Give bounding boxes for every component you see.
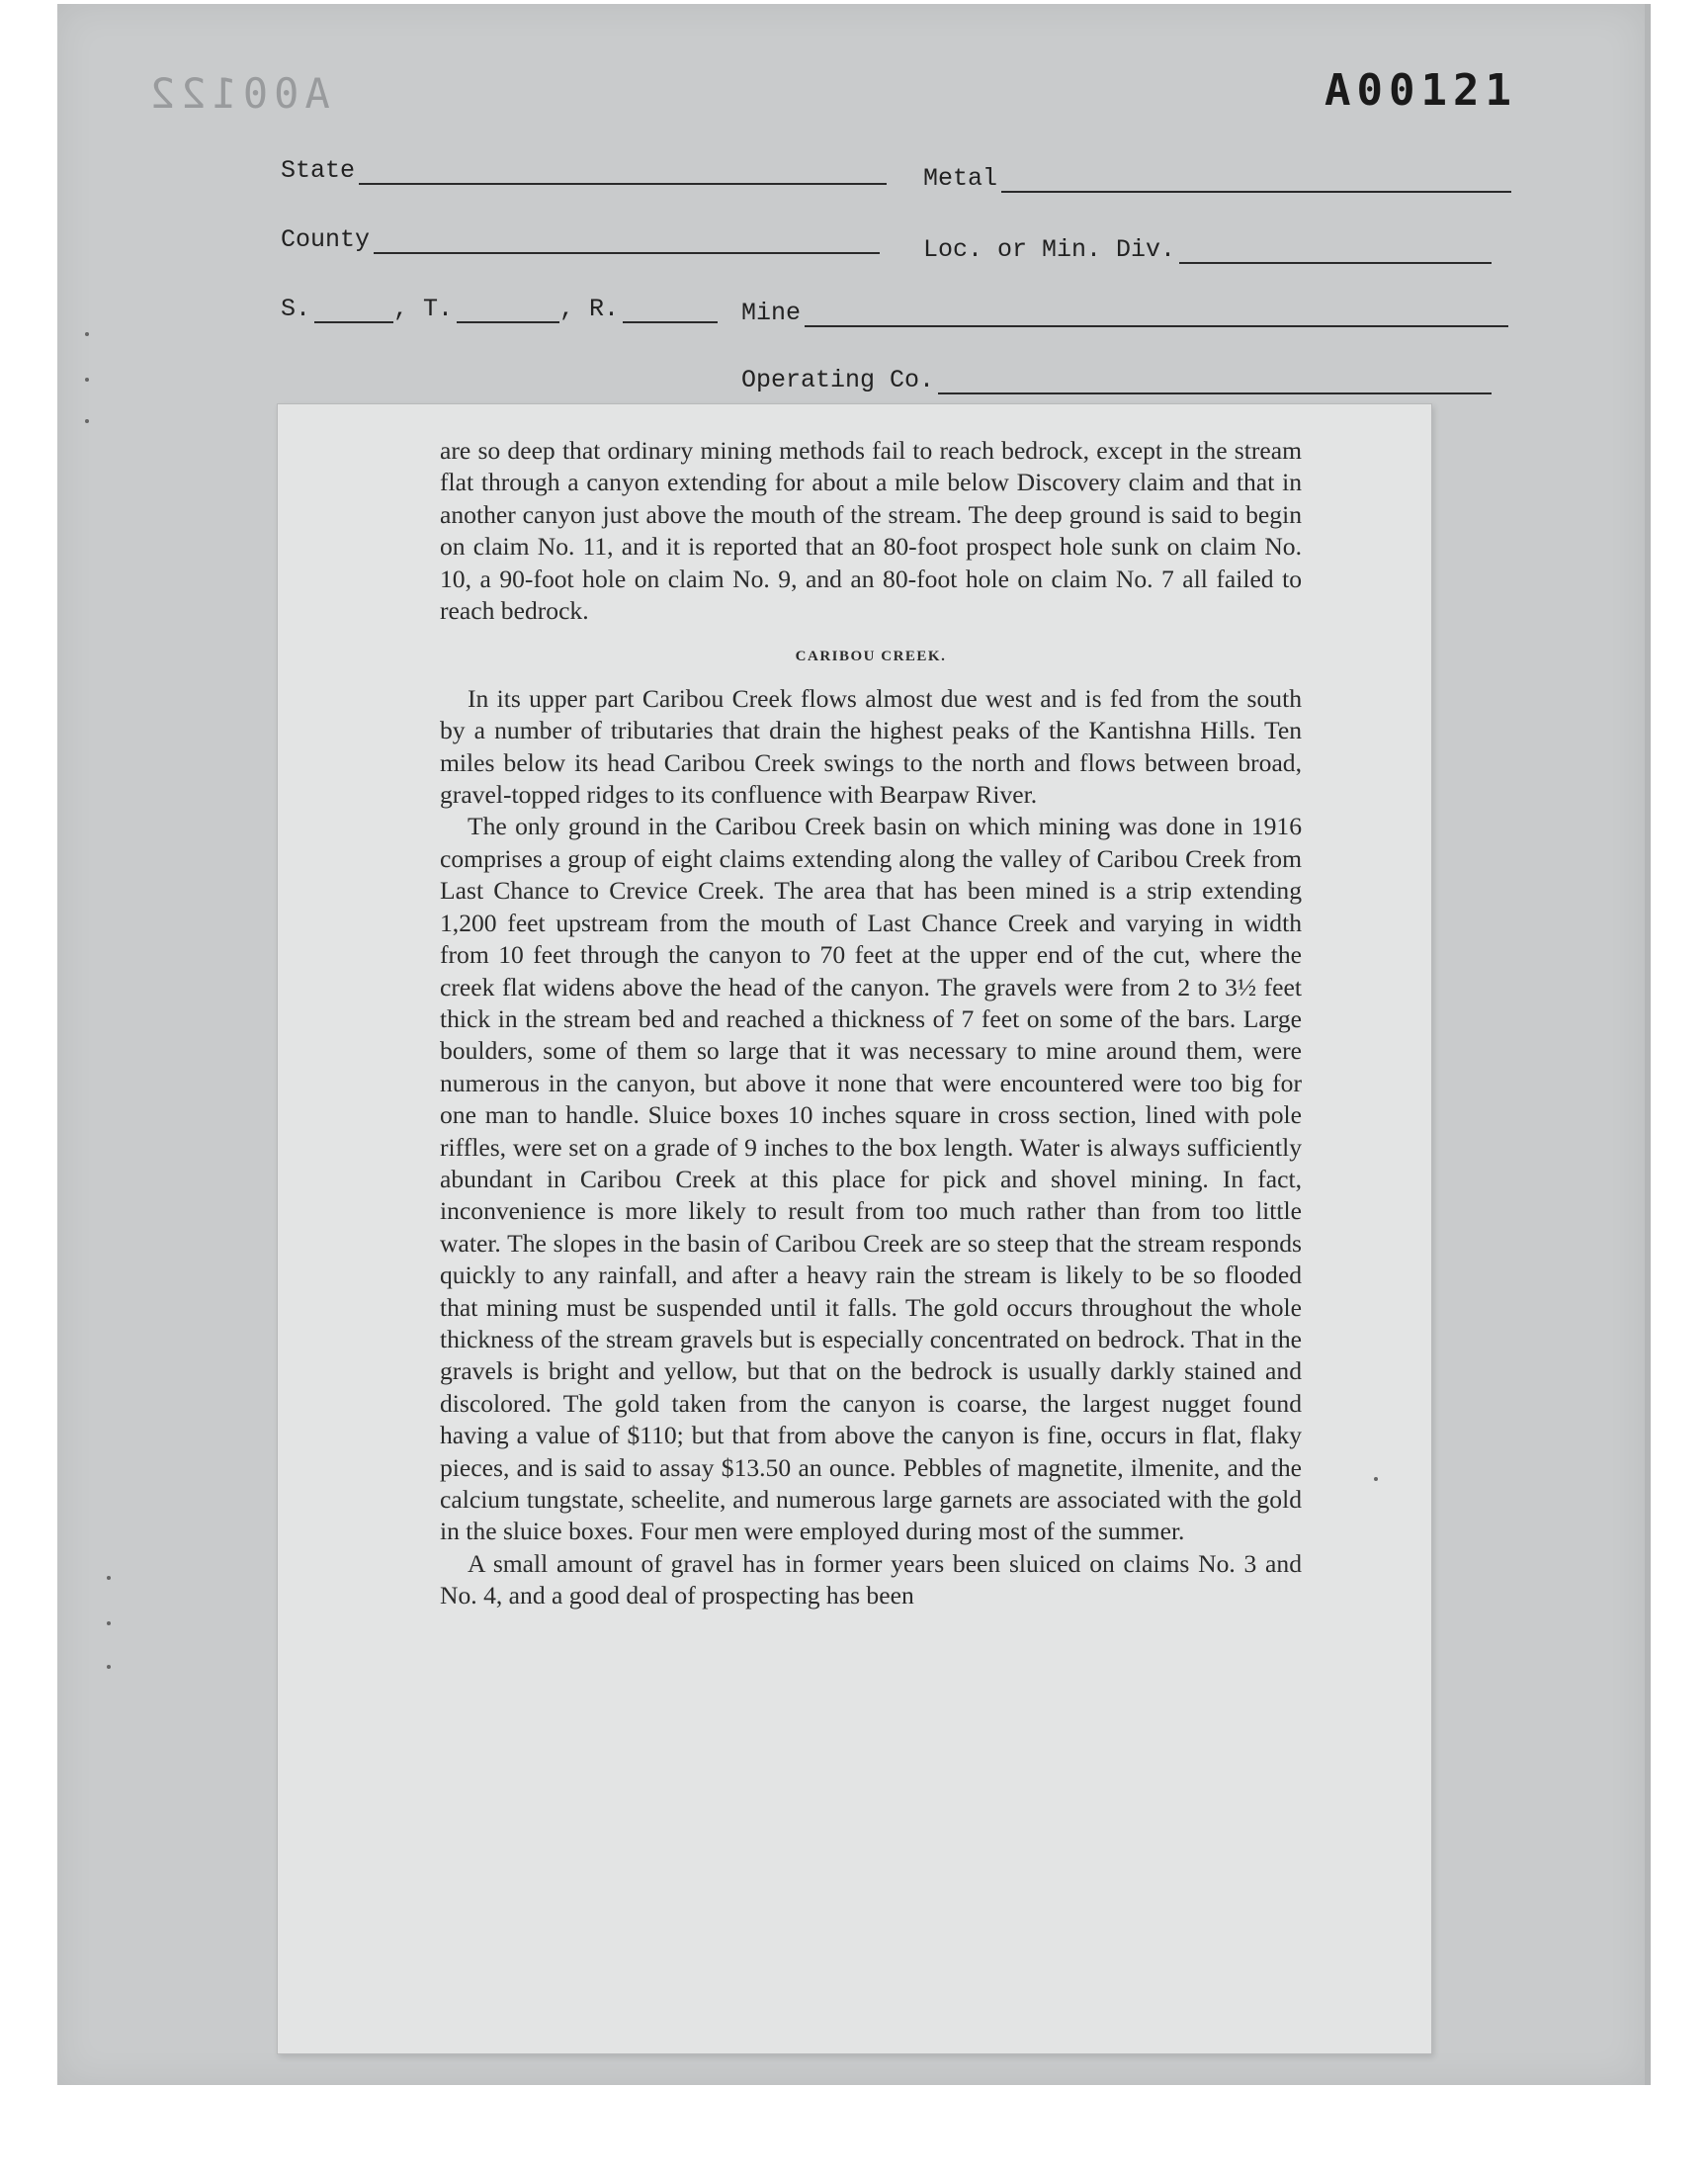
t-line bbox=[457, 298, 559, 323]
scan-speck bbox=[85, 332, 89, 336]
t-label: , T. bbox=[393, 295, 454, 323]
state-field bbox=[281, 156, 887, 185]
state-line bbox=[359, 159, 887, 185]
file-number: A00121 bbox=[1324, 65, 1517, 116]
scan-speck bbox=[107, 1576, 111, 1580]
scan-speck bbox=[107, 1665, 111, 1669]
paragraph-1: are so deep that ordinary mining methods fail to reach bedrock, except in the stream flat through a canyon extending for about a mile below Discovery claim and that in another canyon just above the mouth of the stream. The deep ground is said to begin on claim No. 11, and it is reported that an 80-foot prospect hole sunk on claim No. 10, a 90-foot hole on claim No. 9, and an 80-foot hole on claim No. 7 all failed to reach bedrock. bbox=[440, 436, 1302, 626]
mine-line bbox=[805, 302, 1508, 327]
scan-speck bbox=[107, 1621, 111, 1625]
county-label: County bbox=[281, 225, 371, 254]
metal-field bbox=[923, 164, 1511, 193]
loc-label: Loc. or Min. Div. bbox=[923, 235, 1176, 264]
county-field bbox=[281, 225, 880, 254]
r-line bbox=[623, 298, 718, 323]
report-text bbox=[440, 435, 1302, 1612]
scan-speck bbox=[1374, 1477, 1378, 1481]
s-line bbox=[314, 298, 393, 323]
section-heading: CARIBOU CREEK. bbox=[795, 649, 947, 665]
r-label: , R. bbox=[559, 295, 620, 323]
mirrored-file-number: A00122 bbox=[144, 69, 330, 118]
card-edge bbox=[1645, 4, 1651, 2085]
operating-co-field bbox=[741, 366, 1492, 394]
metal-label: Metal bbox=[923, 164, 998, 193]
paragraph-2: In its upper part Caribou Creek flows almost due west and is fed from the south by a number of tributaries that drain the highest peaks of the Kantishna Hills. Ten miles below its head Caribou Creek swings to the north and flows between broad, gravel-topped ridges to its confluence with Bearpaw River. bbox=[440, 683, 1302, 810]
state-label: State bbox=[281, 156, 356, 185]
county-line bbox=[374, 228, 880, 254]
loc-line bbox=[1179, 238, 1492, 264]
paragraph-4: A small amount of gravel has in former years been sluiced on claims No. 3 and No. 4, and a good deal of prospecting has been bbox=[440, 1548, 1302, 1610]
operating-co-label: Operating Co. bbox=[741, 366, 935, 394]
loc-field bbox=[923, 235, 1492, 264]
section-township-range-field bbox=[281, 295, 718, 323]
mine-field bbox=[741, 299, 1508, 327]
metal-line bbox=[1001, 167, 1511, 193]
operating-co-line bbox=[938, 369, 1492, 394]
paragraph-3: The only ground in the Caribou Creek basin on which mining was done in 1916 comprises a group of eight claims extending along the valley of Caribou Creek from Last Chance to Crevice Creek. The area that has been mined is a strip extending 1,200 feet upstream from the mouth of Last Chance Creek and varying in width from 10 feet through the canyon to 70 feet at the upper end of the cut, where the creek flat widens above the head of the canyon. The gravels were from 2 to 3½ feet thick in the stream bed and reached a thickness of 7 feet on some of the bars. Large boulders, some of them so large that it was necessary to mine around them, were numerous in the canyon, but above it none that were encountered were too big for one man to handle. Sluice boxes 10 inches square in cross section, lined with pole riffles, were set on a grade of 9 inches to the box length. Water is always sufficiently abundant in Caribou Creek at this place for pick and shovel mining. In fact, inconvenience is more likely to result from too much rather than from too little water. The slopes in the basin of Caribou Creek are so steep that the stream responds quickly to any rainfall, and after a heavy rain the stream is likely to be so flooded that mining must be suspended until it falls. The gold occurs throughout the whole thickness of the stream gravels but is especially concentrated on bedrock. That in the gravels is bright and yellow, but that on the bedrock is usually darkly stained and discolored. The gold taken from the canyon is coarse, the largest nugget found having a value of $110; but that from above the canyon is fine, occurs in flat, flaky pieces, and is said to assay $13.50 an ounce. Pebbles of magnetite, ilmenite, and the calcium tungstate, scheelite, and numerous large garnets are associated with the gold in the sluice boxes. Four men were employed during most of the summer. bbox=[440, 812, 1302, 1546]
s-label: S. bbox=[281, 295, 311, 323]
mine-label: Mine bbox=[741, 299, 802, 327]
scan-speck bbox=[85, 419, 89, 423]
scan-speck bbox=[85, 378, 89, 382]
